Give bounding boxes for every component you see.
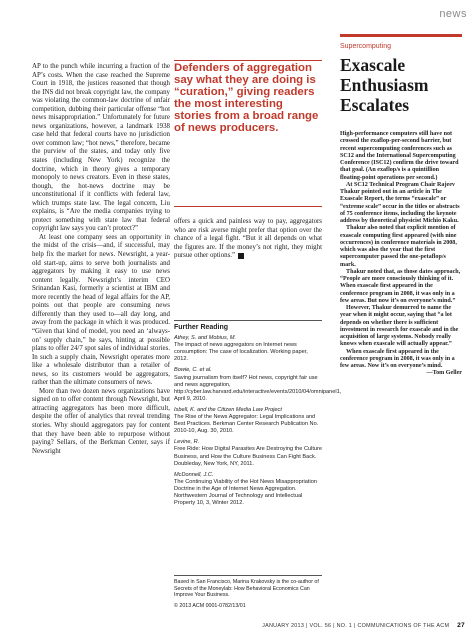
section-label: news — [439, 8, 467, 20]
article-paragraph: At least one company sees an opportunity in the midst of the crisis—and, if successful, may help fix the market for news. Newsright, a year-old start-up, aims to serve both journalists and aggregators by making it easy to use news content legally. Newsright’s interim CEO Srinandan Kasi, formerly a scientist at IBM and more recently the head of legal affairs for the AP, points out that people are consuming news differently than they used to—all day long, and away from the package in which it was produced. “Given that kind of model, you need an ‘always-on’ supply chain,” he says, hinting at possible plans to offer 24/7 spot sales of individual stories. In such a supply chain, Newsright operates more like a wholesale distributor than a retailer of news, so its customers would be aggregators, rather than the ultimate consumers of news. — [32, 233, 170, 387]
sidebar-body — [340, 131, 462, 378]
reference-item — [174, 367, 342, 402]
reference-author: Bowie, C. et al. — [174, 367, 212, 374]
issue-info: JANUARY 2013 | VOL. 56 | NO. 1 | COMMUNICATIONS OF THE ACM — [262, 623, 450, 629]
article-paragraph: More than two dozen news organizations have signed on to offer content through Newsright, but attracting aggregators has been more difficult, despite the offer of analytics that reveal trending stories. Why should aggregators pay for content that they have been able to repurpose without paying? Sellars, of the Berkman Center, says if Newsright — [32, 387, 170, 455]
reference-author: Levine, R. — [174, 439, 200, 446]
sidebar-paragraph: Thakur noted that, as those dates approach, “People are more consciously thinking of it. When exascale first appeared in the conference program in 2008, it was only in a few areas. But now it’s on everyone’s mind.” — [340, 268, 461, 304]
reference-text: Saving journalism from itself? Hot news, copyright fair use and news aggregation, http://cyber.law.harvard.edu/interactive/events/2010/04/omnipanel1, April 9, 2010. — [174, 374, 342, 402]
page-number: 27 — [457, 622, 465, 629]
sidebar-paragraph: However, Thakur demurred to name the year when it might occur, saying that “a lot depends on whether there is sufficient investment in research for exascale and in the acquisition of large systems. Nobody really knows when exascale will actually appear.” — [340, 305, 459, 348]
article-paragraph: offers a quick and painless way to pay, aggregators who are risk averse might prefer that option over the chance of a legal fight. “But it all depends on what the figures are. If the money’s not right, they might pursue other options.” — [174, 218, 322, 260]
reference-text: The Continuing Viability of the Hot News Misappropriation Doctrine in the Age of Internet News Aggregation. Northwestern Journal of Technology and Intellectual Property 10, 3, Winter 2012. — [174, 478, 317, 507]
reference-item — [174, 472, 322, 507]
sidebar-paragraph: When exascale first appeared in the conference program in 2008, it was only in a few areas. Now it’s on everyone’s mind. — [340, 348, 455, 369]
reference-author: Isbell, K. and the Citizen Media Law Project — [174, 406, 282, 413]
article-paragraph: AP to the punch while incurring a fraction of the AP’s costs. When the case reached the Supreme Court in 1918, the justices reasoned that though the INS did not break copyright law, the company was violating the common-law doctrine of unfair competition, dubbing their particular offense “hot news misappropriation.” Unfortunately for future news organizations, however, a landmark 1938 case held that federal courts have no jurisdiction over common law; “hot news,” therefore, became the purview of the states, and today only five states (including New York) recognize the doctrine, which in theory gives a temporary monopoly to news creators. Even in these states, though, the hot-news doctrine may be unconstitutional if it conflicts with federal law, which trumps state law. The legal concern, Liu explains, is “Are the media companies trying to protect something with state law that federal copyright law says you can’t protect?” — [32, 63, 170, 233]
further-reading-heading: Further Reading — [174, 320, 322, 331]
sidebar-kicker: Supercomputing — [340, 43, 391, 50]
further-reading — [174, 320, 342, 511]
sidebar-box — [340, 34, 462, 602]
reference-text: The Rise of the News Aggregator: Legal Implications and Best Practices. Berkman Center Research Publication No. 2010-10, Aug. 30, 2010. — [174, 414, 319, 435]
reference-text: The impact of news aggregators on Internet news consumption: The case of localization. Working paper, 2012. — [174, 342, 308, 363]
reference-author: Athey, S. and Mobius, M. — [174, 335, 237, 342]
end-of-article-icon — [238, 253, 244, 259]
pull-quote-rule-top — [174, 60, 322, 61]
copyright-line: © 2013 ACM 0001-0782/13/01 — [174, 603, 246, 609]
sidebar-paragraph: High-performance computers still have not crossed the exaflop-per-second barrier, but recent supercomputing conferences such as SC12 and the International Supercomputing Conference (ISC12) confirm the drive toward that goal. (An exaflop/s is a quintillion floating-point operations per second.) — [340, 131, 459, 181]
sidebar-byline: —Tom Geller — [426, 370, 462, 377]
reference-item — [174, 439, 322, 467]
page-footer — [0, 622, 465, 629]
article-column-1 — [32, 63, 170, 456]
pull-quote: Defenders of aggregation say what they are doing is “curation,” giving readers the most interesting stories from a broad range of news producers. — [174, 62, 319, 134]
reference-item — [174, 335, 322, 363]
reference-text: Free Ride: How Digital Parasites Are Destroying the Culture Business, and How the Culture Business Can Fight Back. Doubleday, New York, NY, 2011. — [174, 446, 322, 467]
pull-quote-rule-bottom — [174, 206, 322, 207]
author-bio: Based in San Francisco, Marina Krakovsky is the co-author of Secrets of the Moneylab: How Behavioral Economics Can Improve Your Business. — [174, 575, 322, 599]
sidebar-paragraph: Thakur also noted that explicit mention of exascale computing first appeared (with nine occurrences) in conference materials in 2008, which was also the year that the first supercomputer passed the one-petaflop/s mark. — [340, 225, 457, 268]
sidebar-paragraph: At SC12 Technical Program Chair Rajeev Thakur pointed out in an article in The Exascale Report, the terms “exascale” or “extreme scale” occur in the titles or abstracts of 75 conference items, including the keynote address by theoretical physicist Michio Kaku. — [340, 181, 460, 224]
reference-item — [174, 407, 322, 435]
article-column-2 — [174, 218, 322, 261]
sidebar-title: Exascale Enthusiasm Escalates — [340, 55, 429, 115]
reference-author: McDonnell, J.C. — [174, 471, 214, 478]
